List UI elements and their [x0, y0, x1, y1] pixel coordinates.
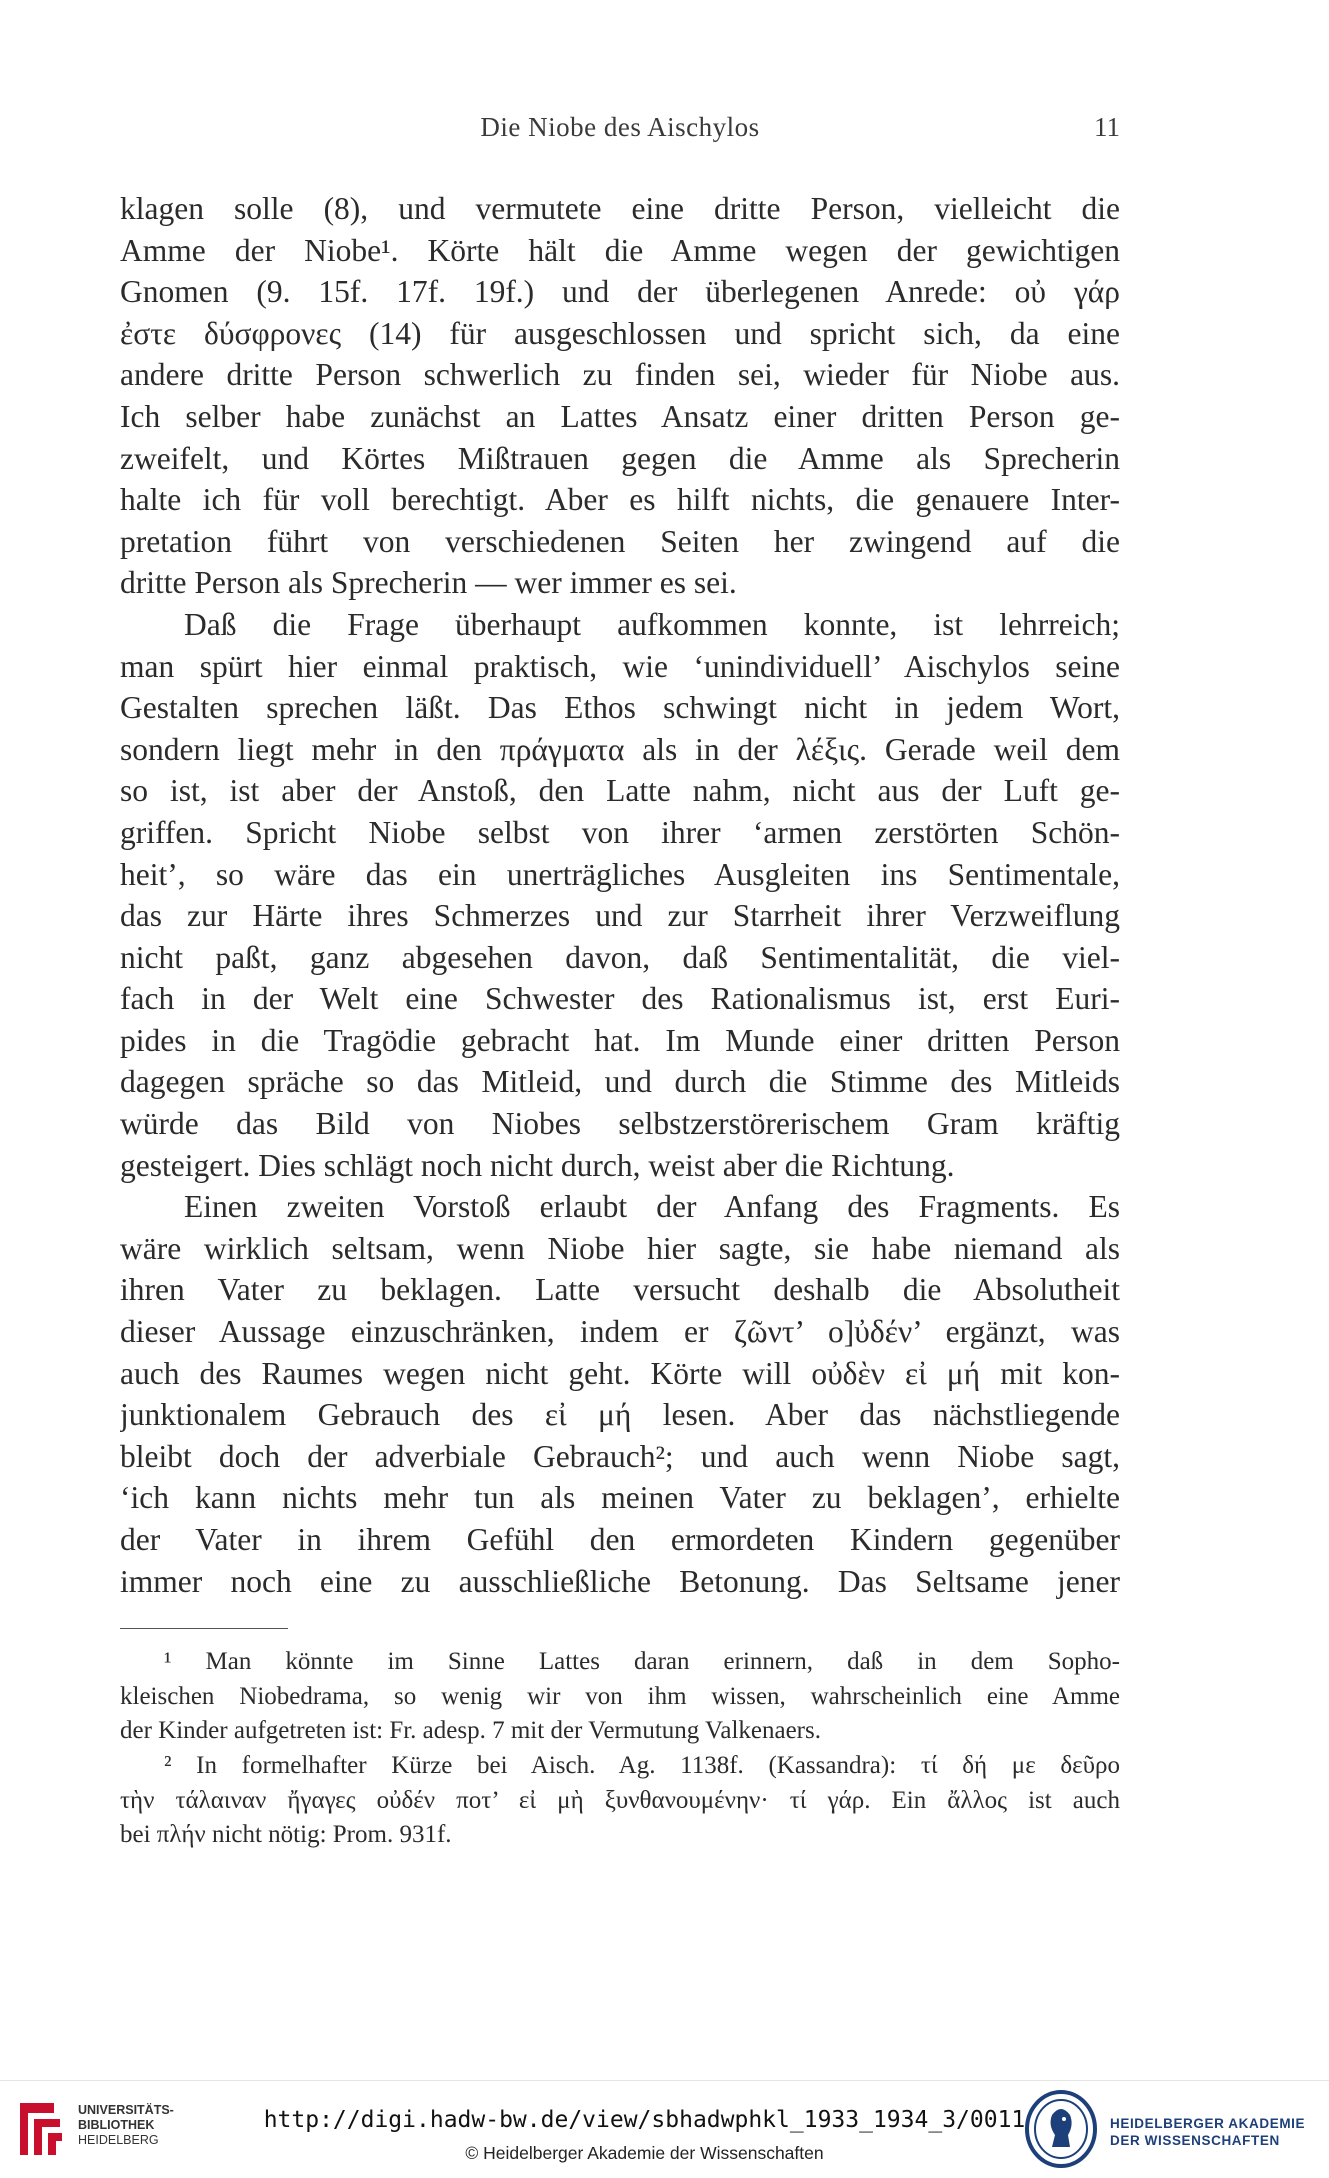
body-text	[120, 188, 1120, 1602]
body-line: pides in die Tragödie gebracht hat. Im Munde einer dritten Person	[120, 1022, 1120, 1058]
body-line: ‘ich kann nichts mehr tun als meinen Vater zu beklagen’, erhielte	[120, 1480, 1120, 1516]
body-line: ihren Vater zu beklagen. Latte versucht deshalb die Absolutheit	[120, 1272, 1120, 1308]
footnote-line: ² In formelhafter Kürze bei Aisch. Ag. 1138f. (Kassandra): τί δή με δεῦρο	[164, 1752, 1120, 1780]
body-line: Einen zweiten Vorstoß erlaubt der Anfang des Fragments. Es	[184, 1189, 1120, 1225]
footnote-line: τὴν τάλαιναν ἤγαγες οὐδέν ποτ’ εἰ μὴ ξυνθανουμένην· τί γάρ. Ein ἄλλος ist auch	[120, 1786, 1120, 1814]
running-head	[120, 112, 1120, 152]
body-line: so ist, ist aber der Anstoß, den Latte nahm, nicht aus der Luft ge-	[120, 773, 1120, 809]
viewer-footer	[0, 2080, 1329, 2178]
body-line: bleibt doch der adverbiale Gebrauch²; und auch wenn Niobe sagt,	[120, 1438, 1120, 1474]
footnote-line: der Kinder aufgetreten ist: Fr. adesp. 7 mit der Vermutung Valkenaers.	[120, 1717, 821, 1745]
body-line: auch des Raumes wegen nicht geht. Körte will οὐδὲν εἰ μή mit kon-	[120, 1355, 1120, 1391]
academy-name-line: HEIDELBERGER AKADEMIE	[1110, 2116, 1306, 2131]
hadw-seal-logo-icon	[1024, 2089, 1098, 2169]
library-name-line: BIBLIOTHEK	[78, 2118, 155, 2132]
body-line: Gestalten sprechen läßt. Das Ethos schwingt nicht in jedem Wort,	[120, 690, 1120, 726]
body-line: fach in der Welt eine Schwester des Rationalismus ist, erst Euri-	[120, 981, 1120, 1017]
body-line: Gnomen (9. 15f. 17f. 19f.) und der überlegenen Anrede: οὐ γάρ	[120, 274, 1120, 310]
library-name-line: HEIDELBERG	[78, 2133, 159, 2147]
academy-name-line: DER WISSENSCHAFTEN	[1110, 2133, 1280, 2148]
body-line: heit’, so wäre das ein unerträgliches Ausgleiten ins Sentimentale,	[120, 856, 1120, 892]
body-line: klagen solle (8), und vermutete eine dritte Person, vielleicht die	[120, 191, 1120, 226]
body-line: gesteigert. Dies schlägt noch nicht durch, weist aber die Richtung.	[120, 1147, 955, 1183]
body-line: Ich selber habe zunächst an Lattes Ansatz einer dritten Person ge-	[120, 398, 1120, 434]
body-line: Amme der Niobe¹. Körte hält die Amme wegen der gewichtigen	[120, 232, 1120, 268]
body-line: junktionalem Gebrauch des εἰ μή lesen. Aber das nächstliegende	[120, 1397, 1120, 1433]
footnote-line: kleischen Niobedrama, so wenig wir von ihm wissen, wahrscheinlich eine Amme	[120, 1682, 1120, 1710]
body-line: griffen. Spricht Niobe selbst von ihrer ‘armen zerstörten Schön-	[120, 814, 1120, 850]
body-line: wäre wirklich seltsam, wenn Niobe hier sagte, sie habe niemand als	[120, 1230, 1120, 1266]
footnotes	[120, 1645, 1120, 1853]
permalink-text[interactable]: http://digi.hadw-bw.de/view/sbhadwphkl_1933_1934_3/0011	[263, 2107, 1026, 2133]
footnote-line: bei πλήν nicht nötig: Prom. 931f.	[120, 1821, 452, 1849]
academy-name	[1110, 2115, 1305, 2149]
body-line: man spürt hier einmal praktisch, wie ‘unindividuell’ Aischylos seine	[120, 648, 1120, 684]
body-line: der Vater in ihrem Gefühl den ermordeten Kindern gegenüber	[120, 1522, 1120, 1557]
body-line: zweifelt, und Körtes Mißtrauen gegen die Amme als Sprecherin	[120, 440, 1120, 476]
body-line: ἐστε δύσφρονες (14) für ausgeschlossen und spricht sich, da eine	[120, 315, 1120, 351]
body-line: würde das Bild von Niobes selbstzerstörerischem Gram kräftig	[120, 1106, 1120, 1142]
body-line: das zur Härte ihres Schmerzes und zur Starrheit ihrer Verzweiflung	[120, 898, 1120, 934]
running-title: Die Niobe des Aischylos	[480, 112, 760, 142]
library-name-line: UNIVERSITÄTS-	[78, 2103, 174, 2117]
body-line: halte ich für voll berechtigt. Aber es hilft nichts, die genauere Inter-	[120, 482, 1120, 518]
body-line: nicht paßt, ganz abgesehen davon, daß Sentimentalität, die viel-	[120, 939, 1120, 975]
body-line: dritte Person als Sprecherin — wer immer es sei.	[120, 565, 737, 601]
page-number: 11	[1094, 112, 1120, 142]
footnote-line: ¹ Man könnte im Sinne Lattes daran erinnern, daß in dem Sopho-	[164, 1648, 1120, 1675]
body-line: pretation führt von verschiedenen Seiten her zwingend auf die	[120, 523, 1120, 559]
body-line: Daß die Frage überhaupt aufkommen konnte, ist lehrreich;	[184, 606, 1120, 642]
body-line: immer noch eine zu ausschließliche Betonung. Das Seltsame jener	[120, 1563, 1120, 1599]
body-line: dagegen spräche so das Mitleid, und durch die Stimme des Mitleids	[120, 1064, 1120, 1100]
footnote-divider	[120, 1628, 288, 1629]
body-line: andere dritte Person schwerlich zu finden sei, wieder für Niobe aus.	[120, 357, 1120, 393]
body-line: dieser Aussage einzuschränken, indem er ζῶντ’ ο]ὐδέν’ ergänzt, was	[120, 1314, 1120, 1350]
body-line: sondern liegt mehr in den πράγματα als in der λέξις. Gerade weil dem	[120, 731, 1120, 767]
copyright-text: © Heidelberger Akademie der Wissenschaften	[465, 2143, 824, 2163]
